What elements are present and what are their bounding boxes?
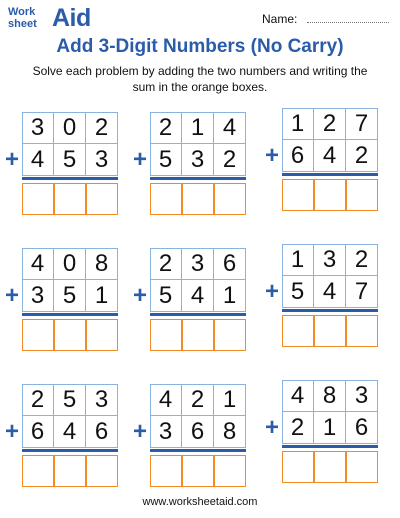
problem-2: [133, 112, 262, 216]
name-label: Name:: [262, 12, 298, 26]
instructions: Solve each problem by adding the two numbers and writing the sum in the orange boxes.: [32, 64, 368, 94]
plus-sign: +: [133, 418, 148, 445]
answer-box[interactable]: [182, 319, 214, 351]
top-digit: 2: [150, 112, 182, 144]
top-digit: 2: [314, 108, 346, 140]
bottom-digit: 6: [182, 416, 214, 448]
addend-grid: [282, 244, 378, 308]
top-digit: 0: [54, 248, 86, 280]
bottom-digit: 1: [214, 280, 246, 312]
addend-grid: [22, 384, 118, 448]
addend-grid: [282, 108, 378, 172]
bottom-digit: 6: [282, 140, 314, 172]
bottom-digit: 6: [346, 412, 378, 444]
name-field[interactable]: [307, 22, 389, 23]
top-digit: 2: [86, 112, 118, 144]
bottom-digit: 5: [150, 144, 182, 176]
bottom-digit: 5: [54, 280, 86, 312]
addend-grid: [22, 248, 118, 312]
bottom-digit: 1: [314, 412, 346, 444]
problem-8: [133, 384, 262, 488]
sum-rule: [22, 449, 118, 452]
answer-box[interactable]: [214, 183, 246, 215]
answer-box[interactable]: [214, 455, 246, 487]
top-digit: 8: [314, 380, 346, 412]
plus-sign: +: [5, 146, 20, 173]
addend-grid: [282, 380, 378, 444]
answer-box[interactable]: [54, 183, 86, 215]
bottom-digit: 2: [346, 140, 378, 172]
answer-box[interactable]: [314, 179, 346, 211]
sum-rule: [150, 177, 246, 180]
answer-box[interactable]: [86, 455, 118, 487]
top-digit: 1: [282, 108, 314, 140]
top-digit: 4: [214, 112, 246, 144]
addend-grid: [150, 384, 246, 448]
bottom-digit: 2: [214, 144, 246, 176]
top-digit: 3: [314, 244, 346, 276]
top-digit: 1: [282, 244, 314, 276]
sum-rule: [282, 173, 378, 176]
top-digit: 4: [150, 384, 182, 416]
logo-word: Aid: [52, 4, 91, 32]
bottom-digit: 4: [314, 140, 346, 172]
problem-5: [133, 248, 262, 352]
bottom-digit: 4: [54, 416, 86, 448]
problem-4: [5, 248, 134, 352]
addend-grid: [150, 112, 246, 176]
answer-box[interactable]: [22, 455, 54, 487]
bottom-digit: 7: [346, 276, 378, 308]
answer-box[interactable]: [22, 319, 54, 351]
answer-box[interactable]: [214, 319, 246, 351]
top-digit: 8: [86, 248, 118, 280]
top-digit: 2: [346, 244, 378, 276]
top-digit: 5: [54, 384, 86, 416]
top-digit: 4: [22, 248, 54, 280]
addend-grid: [22, 112, 118, 176]
answer-box[interactable]: [86, 319, 118, 351]
answer-box[interactable]: [314, 451, 346, 483]
top-digit: 2: [182, 384, 214, 416]
answer-box[interactable]: [150, 183, 182, 215]
footer-url: www.worksheetaid.com: [142, 496, 258, 508]
plus-sign: +: [5, 282, 20, 309]
top-digit: 6: [214, 248, 246, 280]
problem-9: [265, 380, 394, 484]
problem-1: [5, 112, 134, 216]
top-digit: 3: [22, 112, 54, 144]
answer-box[interactable]: [346, 179, 378, 211]
bottom-digit: 4: [314, 276, 346, 308]
bottom-digit: 8: [214, 416, 246, 448]
bottom-digit: 3: [150, 416, 182, 448]
answer-box[interactable]: [314, 315, 346, 347]
page-title: Add 3-Digit Numbers (No Carry): [56, 36, 344, 57]
logo-line-1: Work: [8, 6, 36, 18]
logo: [8, 6, 118, 36]
bottom-digit: 5: [54, 144, 86, 176]
top-digit: 1: [214, 384, 246, 416]
top-digit: 3: [182, 248, 214, 280]
bottom-digit: 3: [86, 144, 118, 176]
answer-box[interactable]: [282, 451, 314, 483]
answer-box[interactable]: [54, 455, 86, 487]
bottom-digit: 4: [22, 144, 54, 176]
top-digit: 2: [150, 248, 182, 280]
top-digit: 3: [346, 380, 378, 412]
answer-box[interactable]: [346, 315, 378, 347]
answer-box[interactable]: [150, 455, 182, 487]
problem-7: [5, 384, 134, 488]
plus-sign: +: [133, 146, 148, 173]
bottom-digit: 5: [282, 276, 314, 308]
sum-rule: [282, 445, 378, 448]
bottom-digit: 3: [22, 280, 54, 312]
plus-sign: +: [265, 278, 280, 305]
answer-box[interactable]: [182, 455, 214, 487]
top-digit: 1: [182, 112, 214, 144]
plus-sign: +: [133, 282, 148, 309]
problem-6: [265, 244, 394, 348]
logo-line-2: sheet: [8, 18, 37, 30]
bottom-digit: 4: [182, 280, 214, 312]
problem-3: [265, 108, 394, 212]
top-digit: 4: [282, 380, 314, 412]
answer-box[interactable]: [282, 315, 314, 347]
answer-box[interactable]: [282, 179, 314, 211]
bottom-digit: 5: [150, 280, 182, 312]
answer-box[interactable]: [150, 319, 182, 351]
plus-sign: +: [265, 142, 280, 169]
top-digit: 3: [86, 384, 118, 416]
sum-rule: [22, 177, 118, 180]
bottom-digit: 6: [22, 416, 54, 448]
plus-sign: +: [5, 418, 20, 445]
sum-rule: [150, 449, 246, 452]
bottom-digit: 1: [86, 280, 118, 312]
sum-rule: [22, 313, 118, 316]
answer-box[interactable]: [54, 319, 86, 351]
addend-grid: [150, 248, 246, 312]
bottom-digit: 6: [86, 416, 118, 448]
top-digit: 2: [22, 384, 54, 416]
answer-box[interactable]: [182, 183, 214, 215]
answer-box[interactable]: [346, 451, 378, 483]
plus-sign: +: [265, 414, 280, 441]
top-digit: 0: [54, 112, 86, 144]
answer-box[interactable]: [22, 183, 54, 215]
sum-rule: [282, 309, 378, 312]
answer-box[interactable]: [86, 183, 118, 215]
bottom-digit: 3: [182, 144, 214, 176]
top-digit: 7: [346, 108, 378, 140]
sum-rule: [150, 313, 246, 316]
bottom-digit: 2: [282, 412, 314, 444]
